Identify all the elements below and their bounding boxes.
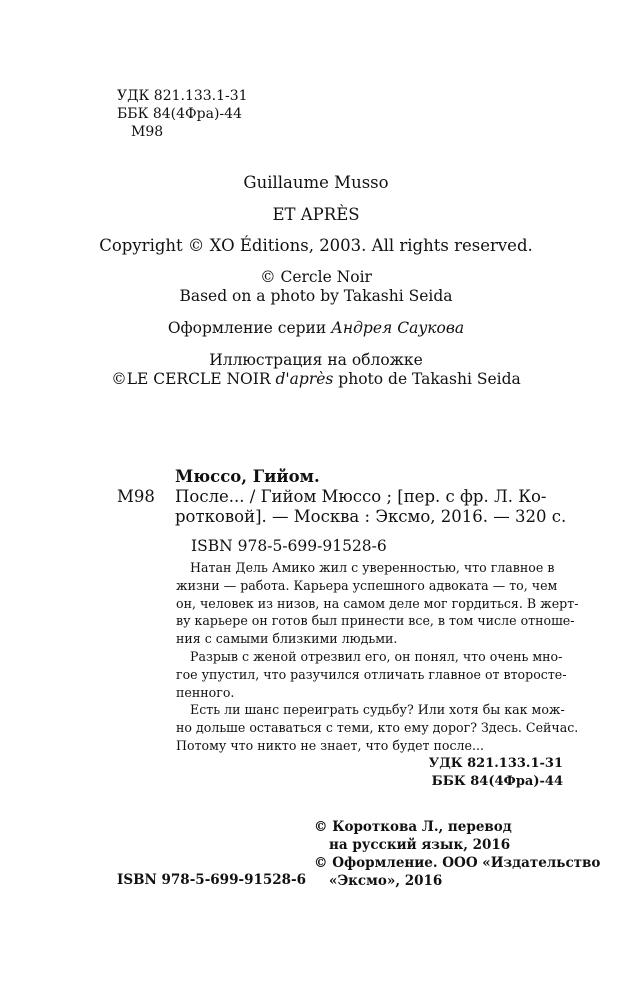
annotation-line: Есть ли шанс переиграть судьбу? Или хотя бы как мож-	[190, 702, 565, 718]
cover-illustration-credit	[0, 370, 632, 388]
series-design-label: Оформление серии	[167, 319, 327, 337]
annotation-line: ния с самыми близкими людьми.	[176, 631, 398, 647]
cover-credit-suffix: photo de Takashi Seida	[338, 370, 521, 388]
catalog-isbn: ISBN 978-5-699-91528-6	[191, 537, 387, 555]
annotation-line: Потому что никто не знает, что будет после...	[176, 737, 484, 753]
catalog-author-heading: Мюссо, Гийом.	[175, 467, 320, 486]
translation-copyright-line1: © Короткова Л., перевод	[314, 819, 512, 835]
cover-credit-prefix: ©LE CERCLE NOIR	[111, 370, 271, 388]
annotation-line: пенного.	[176, 684, 235, 700]
series-design-credit	[0, 319, 632, 337]
design-copyright-line1: © Оформление. ООО «Издательство	[314, 855, 601, 871]
photo-based-on: Based on a photo by Takashi Seida	[179, 287, 453, 305]
cover-illustration-label: Иллюстрация на обложке	[209, 351, 423, 369]
annotation-line: Разрыв с женой отрезвил его, он понял, что очень мно-	[190, 648, 563, 664]
annotation-bbk: ББК 84(4Фра)-44	[431, 773, 563, 789]
annotation-line: но дольше оставаться с теми, кто ему дорог? Здесь. Сейчас.	[176, 720, 579, 736]
annotation-line: он, человек из низов, на самом деле мог гордиться. В жерт-	[176, 595, 579, 611]
annotation-udk: УДК 821.133.1-31	[428, 755, 563, 771]
udk-code-top: УДК 821.133.1-31	[117, 88, 248, 104]
photo-credit: © Cercle Noir	[260, 268, 372, 286]
copyright-line: Copyright © XO Éditions, 2003. All rights reserved.	[99, 236, 533, 255]
catalog-description-line1: После... / Гийом Мюссо ; [пер. с фр. Л. Ко-	[175, 487, 547, 506]
author-mark-top: М98	[131, 124, 164, 140]
bbk-code-top: ББК 84(4Фра)-44	[117, 106, 242, 122]
translation-copyright-line2: на русский язык, 2016	[329, 837, 511, 853]
design-copyright-line2: «Эксмо», 2016	[329, 873, 443, 889]
original-title: ET APRÈS	[272, 205, 360, 224]
annotation-block	[176, 559, 579, 790]
cover-credit-italic: d'après	[275, 370, 334, 388]
annotation-line: Натан Дель Амико жил с уверенностью, что главное в	[190, 560, 555, 575]
copyright-block	[314, 818, 600, 890]
catalog-description-line2: ротковой]. — Москва : Эксмо, 2016. — 320 с.	[175, 507, 567, 526]
annotation-line: жизни — работа. Карьера успешного адвоката — то, чем	[176, 577, 558, 593]
annotation-line: гое упустил, что разучился отличать главное от второсте-	[176, 666, 567, 682]
catalog-mark: М98	[117, 487, 155, 506]
series-designer-name: Андрея Саукова	[331, 319, 465, 337]
isbn-bottom: ISBN 978-5-699-91528-6	[117, 872, 307, 888]
annotation-line: ву карьере он готов был принести все, в том числе отноше-	[176, 613, 575, 629]
original-author: Guillaume Musso	[243, 173, 389, 192]
